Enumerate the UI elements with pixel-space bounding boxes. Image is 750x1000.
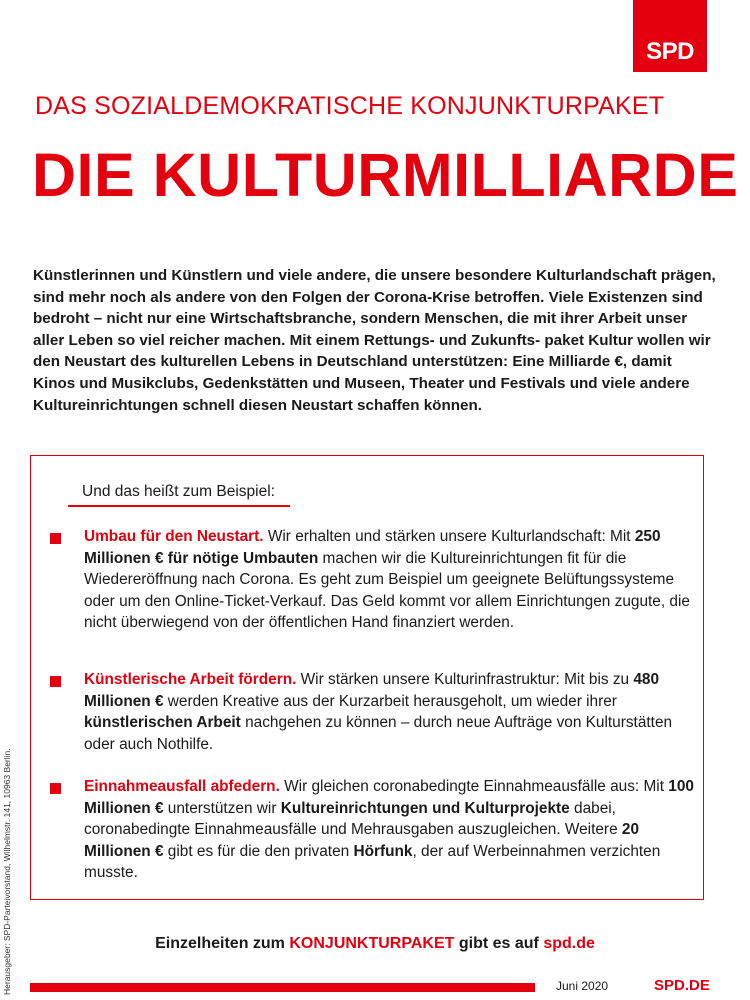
page-title: DIE KULTURMILLIARDE [32,141,739,209]
footer-highlight: KONJUNKTURPAKET [289,935,455,952]
item-bold: 100 Millionen € [84,778,694,817]
item-text: machen wir die Kultureinrichtungen fit für die Wiedereröffnung nach Corona. Es geht zum Beispiel um geeignete Belüftungssysteme oder um den Online-Ticket-Verkauf. Das Geld kommt vor allem Einrichtungen zugute, die nicht überwiegend von der öffentlichen Hand finanziert werden. [84,549,690,632]
footer-text: gibt es auf [454,935,544,952]
item-text: gibt es für die den privaten [163,842,354,860]
website-link[interactable]: SPD.DE [654,977,710,994]
item-text: Wir stärken unsere Kulturinfrastruktur: Mit bis zu [296,671,634,688]
spd-logo-text: SPD [646,38,694,65]
item-lead: Einnahmeausfall abfedern. [84,778,280,795]
footer-link[interactable]: spd.de [543,935,595,952]
footer-info [0,935,750,953]
item-text: Wir erhalten und stärken unsere Kulturlandschaft: Mit [263,528,635,545]
bullet-square-icon [50,783,61,794]
item-text: werden Kreative aus der Kurzarbeit herausgeholt, um wieder ihrer [163,692,617,710]
item-text: Wir gleichen coronabedingte Einnahmeausfälle aus: Mit [279,778,669,795]
item-bold: 250 Millionen € für nötige Umbauten [84,528,661,567]
item-lead: Umbau für den Neustart. [84,528,264,545]
bullet-square-icon [50,676,61,687]
item-bold: 480 Millionen € [84,671,660,710]
bottom-red-bar [30,983,535,992]
item-text: , der auf Werbeinnahmen verzichten musste. [84,842,661,882]
item-text: dabei, coronabedingte Einnahmeausfälle und Mehrausgaben auszugleichen. Weitere [84,799,622,839]
item-bold: Kultureinrichtungen und Kulturprojekte [280,799,570,817]
footer-text: Einzelheiten zum [155,935,290,952]
heading-underline [68,505,290,507]
item-bold: künstlerischen Arbeit [84,714,241,732]
list-item-einnahmeausfall [84,776,694,884]
list-item-kuenstlerische-arbeit [84,669,694,755]
item-text: nachgehen zu können – durch neue Aufträge von Kulturstätten oder auch Nothilfe. [84,714,673,753]
item-bold: Hörfunk [353,842,413,860]
intro-paragraph: Künstlerinnen und Künstlern und viele andere, die unsere besondere Kulturlandschaft prägen, sind mehr noch als andere von den Folgen der Corona-Krise betroffen. Viele Existenzen sind bedroht – nicht nur eine Wirtschaftsbranche, sondern Menschen, die mit ihrer Arbeit unser aller Leben so viel reicher machen. Mit einem Rettungs- und Zukunfts- paket Kultur wollen wir den Neustart des kulturellen Lebens in Deutschland unterstützen: Eine Milliarde €, damit Kinos und Musikclubs, Gedenkstätten und Museen, Theater und Festivals und viele andere Kultureinrichtungen schnell diesen Neustart schaffen können. [33,267,716,414]
examples-heading: Und das heißt zum Beispiel: [82,483,275,500]
publication-date: Juni 2020 [556,979,609,993]
imprint-text: Herausgeber: SPD-Parteivorstand, Wilhelmstr. 141, 10963 Berlin. [2,748,12,995]
item-lead: Künstlerische Arbeit fördern. [84,671,297,688]
page-subtitle: DAS SOZIALDEMOKRATISCHE KONJUNKTURPAKET [35,92,665,120]
list-item-umbau [84,526,694,634]
item-text: unterstützen wir [163,799,281,817]
bullet-square-icon [50,533,61,544]
spd-logo [633,0,707,72]
item-bold: 20 Millionen € [84,821,640,860]
